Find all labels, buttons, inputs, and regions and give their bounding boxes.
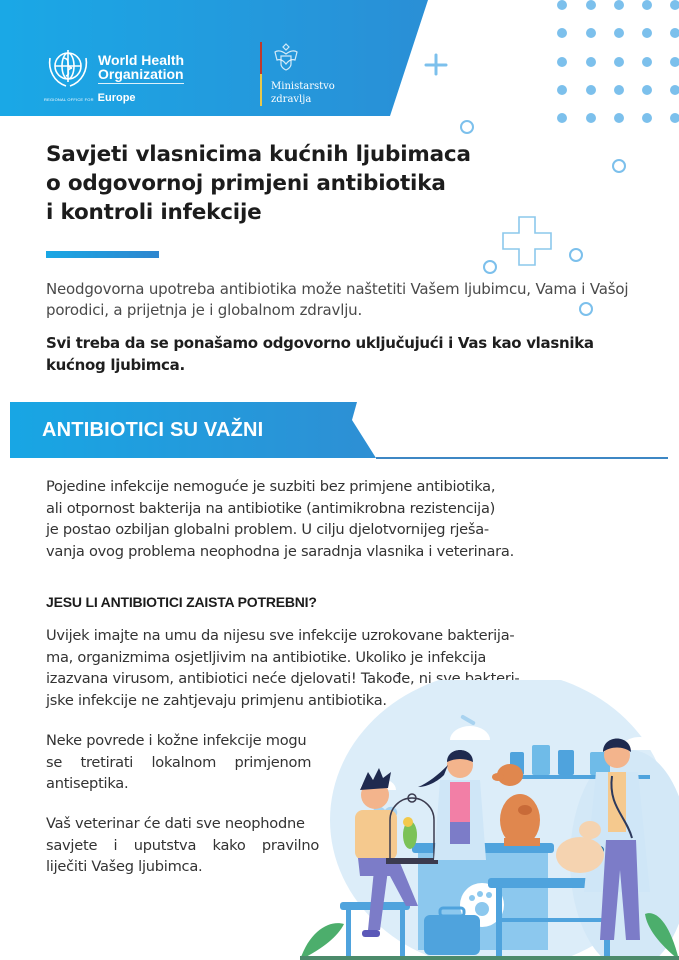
subheading: JESU LI ANTIBIOTICI ZAISTA POTREBNI? bbox=[46, 594, 317, 610]
who-region: Europe bbox=[97, 92, 136, 104]
section-banner bbox=[0, 400, 679, 462]
ministry-name bbox=[271, 80, 335, 106]
text-line: Vaš veterinar će dati sve neophodne bbox=[46, 815, 305, 832]
ministry-name-line2: zdravlja bbox=[271, 94, 312, 105]
section-paragraph-3 bbox=[46, 730, 366, 795]
ministry-name-line1: Ministarstvo bbox=[271, 81, 335, 92]
text-line: liječiti Vašeg ljubimca. bbox=[46, 858, 203, 875]
medical-cross-outline-icon bbox=[503, 217, 551, 265]
title-underline bbox=[46, 251, 159, 258]
text-line: Uvijek imajte na umu da nijesu sve infekcije uzrokovane bakterija- bbox=[46, 627, 515, 644]
text-line: jske infekcije ne zahtjevaju primjenu antibiotika. bbox=[46, 691, 387, 709]
text-line: antiseptika. bbox=[46, 775, 129, 792]
who-regional-label: REGIONAL OFFICE FOR bbox=[44, 97, 94, 102]
text-line: ali otpornost bakterija na antibiotike (antimikrobna rezistencija) bbox=[46, 499, 496, 517]
section-banner-label: ANTIBIOTICI SU VAŽNI bbox=[42, 419, 264, 441]
intro-paragraph: Neodgovorna upotreba antibiotika može naštetiti Vašem ljubimcu, Vama i Vašoj porodici, a prijetnja je i globalnom zdravlju. bbox=[46, 280, 629, 319]
ministry-coat-of-arms-icon bbox=[272, 42, 300, 74]
title-line-1: Savjeti vlasnicima kućnih ljubimaca bbox=[46, 142, 471, 167]
text-line: savjete i uputstva kako pravilno bbox=[46, 836, 320, 854]
who-name bbox=[98, 53, 184, 84]
text-line: Neke povrede i kožne infekcije mogu bbox=[46, 732, 307, 749]
who-logo bbox=[44, 44, 184, 92]
intro-emphasis: Svi treba da se ponašamo odgovorno uključujući i Vas kao vlasnika kućnog ljubimca. bbox=[46, 334, 594, 374]
who-name-line2: Organization bbox=[98, 65, 184, 82]
text-line: Pojedine infekcije nemoguće je suzbiti bez primjene antibiotika, bbox=[46, 478, 496, 495]
section-paragraph-4 bbox=[46, 813, 366, 878]
text-line: ma, organizmima osjetljivim na antibiotike. Ukoliko je infekcija bbox=[46, 648, 487, 666]
who-regional bbox=[44, 92, 136, 104]
ministry-flag-bar bbox=[260, 42, 262, 106]
who-emblem-icon bbox=[44, 44, 92, 92]
title-line-2: o odgovornoj primjeni antibiotika bbox=[46, 171, 446, 196]
section-paragraph-1 bbox=[46, 476, 642, 562]
who-name-line1: World Health bbox=[98, 51, 185, 68]
title-line-3: i kontroli infekcije bbox=[46, 200, 262, 225]
text-line: se tretirati lokalnom primjenom bbox=[46, 753, 312, 771]
page-title bbox=[46, 140, 471, 227]
text-line: je postao ozbiljan globalni problem. U cilju djelotvornijeg rješa- bbox=[46, 521, 489, 538]
text-line: vanja ovog problema neophodna je saradnja vlasnika i veterinara. bbox=[46, 542, 514, 560]
text-line: izazvana virusom, antibiotici neće djelovati! Takođe, ni sve bakteri- bbox=[46, 670, 520, 687]
